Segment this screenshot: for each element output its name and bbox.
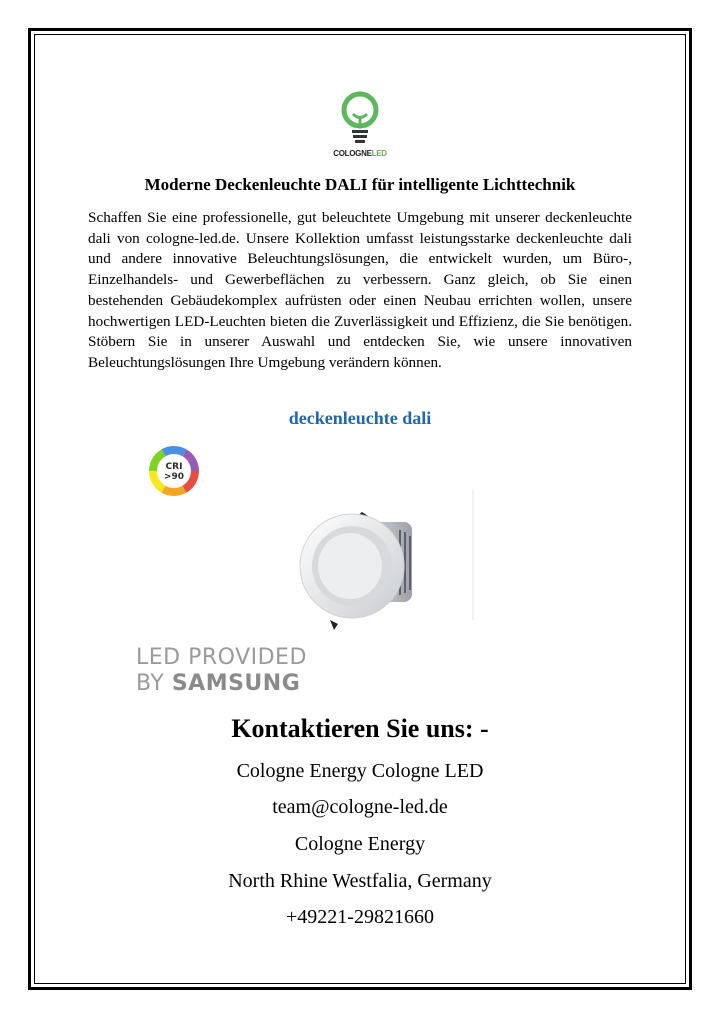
page-title: Moderne Deckenleuchte DALI für intelligente Lichttechnik bbox=[144, 175, 576, 194]
contact-heading: Kontaktieren Sie uns: - bbox=[231, 714, 489, 743]
contact-email[interactable]: team@cologne-led.de bbox=[272, 796, 448, 818]
samsung-line-1: LED PROVIDED bbox=[136, 645, 307, 670]
cri-label: CRI bbox=[165, 462, 183, 472]
logo-brand-main: COLOGNE bbox=[333, 149, 372, 158]
bulb-logo-icon bbox=[322, 86, 398, 162]
downlight-product-image bbox=[290, 490, 475, 630]
cri-badge-icon bbox=[140, 445, 208, 497]
contact-company: Cologne Energy Cologne LED bbox=[236, 760, 484, 782]
contact-phone[interactable]: +49221-29821660 bbox=[286, 906, 434, 928]
contact-region: North Rhine Westfalia, Germany bbox=[228, 870, 492, 892]
cri-value: >90 bbox=[163, 472, 185, 482]
samsung-line-2 bbox=[136, 671, 436, 697]
logo-brand-accent: LED bbox=[371, 149, 387, 158]
svg-text:COLOGNELED bbox=[333, 149, 387, 158]
contact-name: Cologne Energy bbox=[294, 833, 426, 855]
samsung-prefix: BY bbox=[136, 671, 172, 696]
product-link[interactable]: deckenleuchte dali bbox=[288, 408, 432, 428]
samsung-badge bbox=[136, 645, 436, 697]
samsung-brand: SAMSUNG bbox=[171, 671, 301, 696]
intro-paragraph: Schaffen Sie eine professionelle, gut beleuchtete Umgebung mit unserer deckenleuchte dali von cologne-led.de. Unsere Kollektion umfasst leistungsstarke deckenleuchte dali und andere innovative Beleuchtungslösungen, die entwickelt wurden, um Büro-, Einzelhandels- und Gewerbeflächen zu verbessern. Ganz gleich, ob Sie einen bestehenden Gebäudekomplex aufrüsten oder einen Neubau errichten wollen, unsere hochwertigen LED-Leuchten bieten die Zuverlässigkeit und Effizienz, die Sie benötigen. Stöbern Sie in unserer Auswahl und entdecken Sie, wie unsere innovativen Beleuchtungslösungen Ihre Umgebung verändern können. bbox=[88, 209, 632, 371]
